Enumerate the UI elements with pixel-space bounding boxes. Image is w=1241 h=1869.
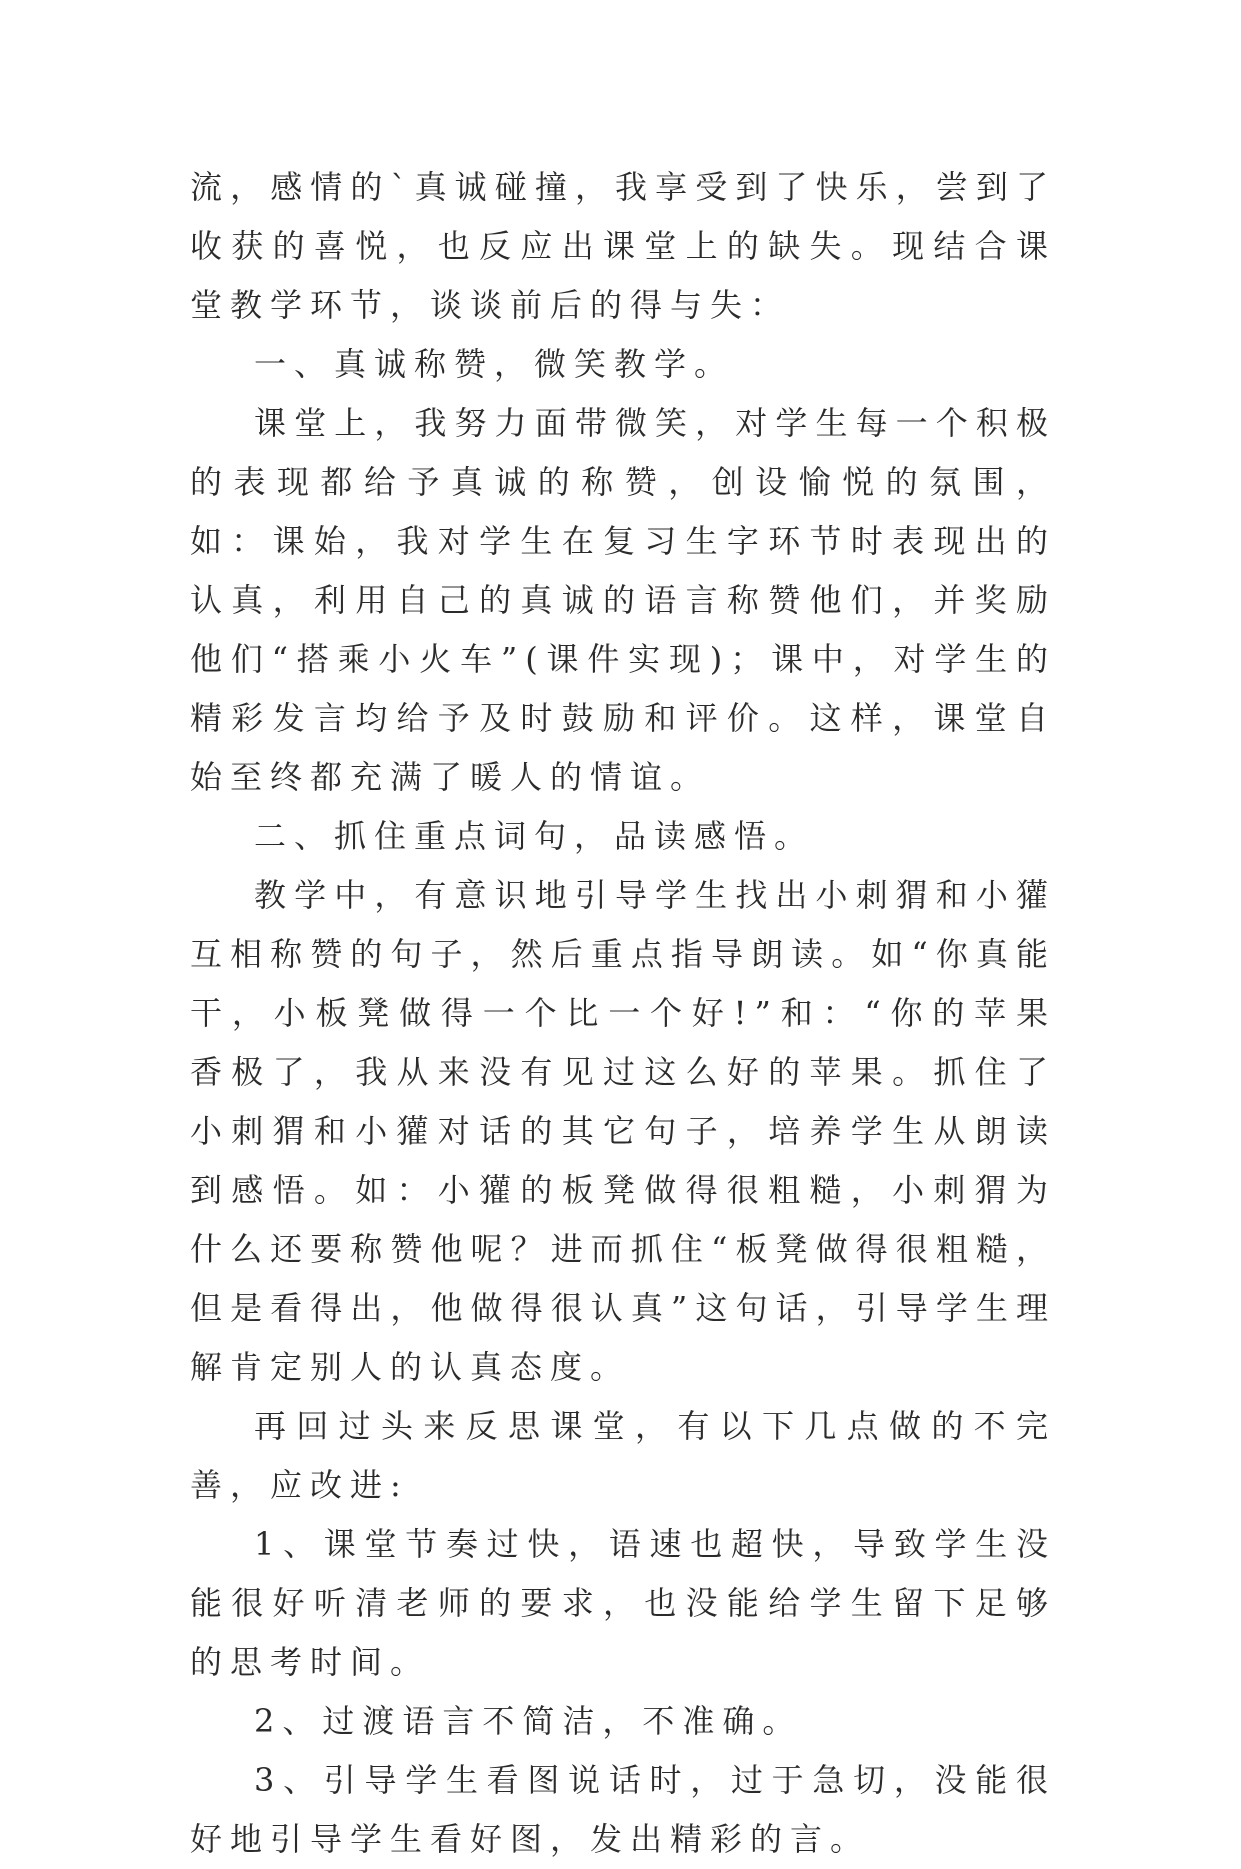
heading-section-two: 二、抓住重点词句，品读感悟。	[254, 817, 815, 855]
list-item-1: 1、课堂节奏过快，语速也超快，导致学生没能很好听清老师的要求，也没能给学生留下足够的思考时间。	[190, 1525, 1056, 1681]
list-item-2: 2、过渡语言不简洁，不准确。	[254, 1702, 803, 1740]
list-item-3: 3、引导学生看图说话时，过于急切，没能很好地引导学生看好图，发出精彩的言。	[190, 1761, 1056, 1858]
document-body	[190, 158, 1056, 1869]
paragraph-section-two: 教学中，有意识地引导学生找出小刺猬和小獾互相称赞的句子，然后重点指导朗读。如“你真能干，小板凳做得一个比一个好!”和：“你的苹果香极了，我从来没有见过这么好的苹果。抓住了小刺猬和小獾对话的其它句子，培养学生从朗读到感悟。如：小獾的板凳做得很粗糙，小刺猬为什么还要称赞他呢？进而抓住“板凳做得很粗糙，但是看得出，他做得很认真”这句话，引导学生理解肯定别人的认真态度。	[190, 876, 1056, 1386]
paragraph-intro-continued: 流，感情的`真诚碰撞，我享受到了快乐，尝到了收获的喜悦，也反应出课堂上的缺失。现结合课堂教学环节，谈谈前后的得与失：	[190, 168, 1056, 324]
heading-section-one: 一、真诚称赞，微笑教学。	[254, 345, 735, 383]
paragraph-reflection-intro: 再回过头来反思课堂，有以下几点做的不完善，应改进:	[190, 1407, 1056, 1504]
paragraph-section-one: 课堂上，我努力面带微笑，对学生每一个积极的表现都给予真诚的称赞，创设愉悦的氛围，如：课始，我对学生在复习生字环节时表现出的认真，利用自己的真诚的语言称赞他们，并奖励他们“搭乘小火车”(课件实现)；课中，对学生的精彩发言均给予及时鼓励和评价。这样，课堂自始至终都充满了暖人的情谊。	[190, 404, 1056, 796]
